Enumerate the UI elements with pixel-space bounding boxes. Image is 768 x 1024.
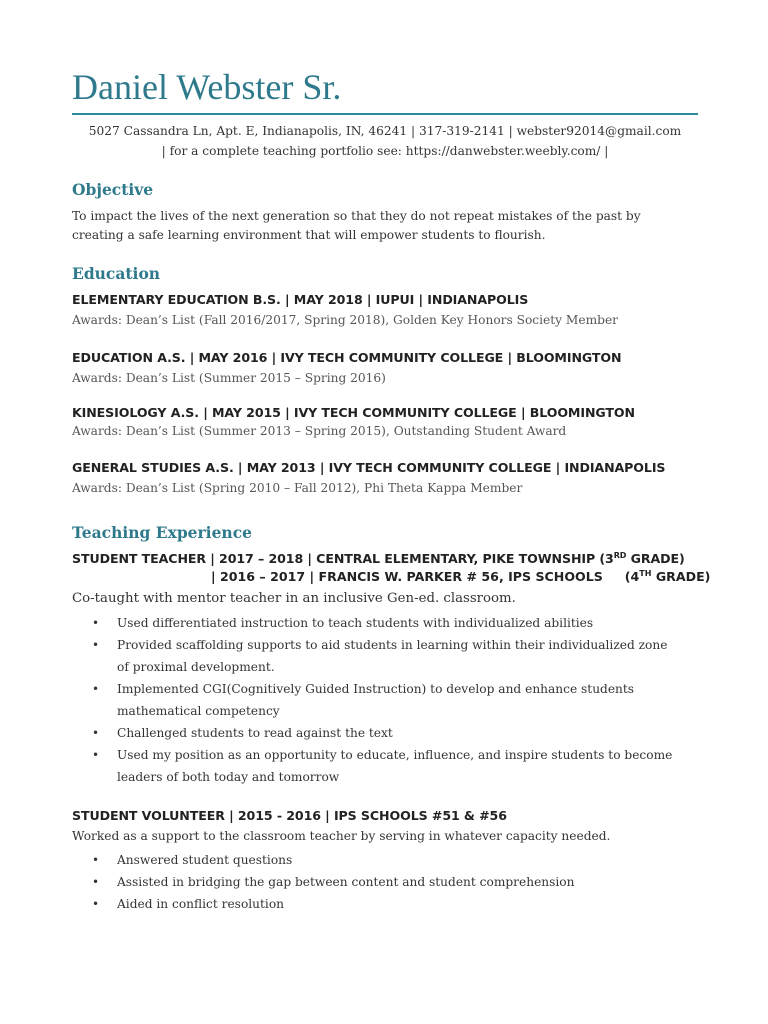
bullet-text: leaders of both today and tomorrow — [117, 770, 340, 784]
objective-text-line-1: To impact the lives of the next generation so that they do not repeat mistakes of the past by — [72, 209, 641, 223]
education-entry-title: GENERAL STUDIES A.S. | MAY 2013 | IVY TECH COMMUNITY COLLEGE | INDIANAPOLIS — [72, 460, 666, 475]
teaching-heading: Teaching Experience — [72, 523, 252, 542]
bullet-text: Aided in conflict resolution — [117, 897, 285, 911]
bullet-text: Implemented CGI(Cognitively Guided Instruction) to develop and enhance students — [117, 682, 635, 696]
list-item — [72, 893, 712, 915]
list-item — [72, 849, 712, 871]
grade-suffix: GRADE) — [651, 569, 711, 584]
grade-superscript: RD — [613, 551, 627, 560]
list-item — [72, 722, 712, 744]
bullet-text: Challenged students to read against the text — [117, 726, 393, 740]
bullet-text: Used differentiated instruction to teach students with individualized abilities — [117, 616, 594, 630]
objective-text-line-2: creating a safe learning environment that will empower students to flourish. — [72, 228, 546, 242]
bullet-text: Used my position as an opportunity to educate, influence, and inspire students to become — [117, 748, 673, 762]
bullet-icon: • — [92, 853, 100, 867]
education-entry-awards: Awards: Dean’s List (Fall 2016/2017, Spring 2018), Golden Key Honors Society Member — [72, 313, 618, 327]
education-heading: Education — [72, 264, 161, 283]
student-teacher-title-text: STUDENT TEACHER | 2017 – 2018 | CENTRAL ELEMENTARY, PIKE TOWNSHIP (3 — [72, 551, 614, 566]
bullet-icon: • — [92, 682, 100, 696]
student-volunteer-title: STUDENT VOLUNTEER | 2015 - 2016 | IPS SCHOOLS #51 & #56 — [72, 808, 507, 823]
list-item — [72, 678, 712, 700]
bullet-icon: • — [92, 897, 100, 911]
header-rule — [72, 113, 698, 115]
list-item-continuation — [72, 700, 712, 722]
education-entry-title: KINESIOLOGY A.S. | MAY 2015 | IVY TECH COMMUNITY COLLEGE | BLOOMINGTON — [72, 405, 635, 420]
list-item — [72, 871, 712, 893]
student-volunteer-bullets — [72, 849, 712, 915]
education-entry-awards: Awards: Dean’s List (Summer 2013 – Spring 2015), Outstanding Student Award — [72, 424, 567, 438]
student-teacher-bullets — [72, 612, 712, 788]
resume-name: Daniel Webster Sr. — [72, 67, 342, 107]
list-item — [72, 612, 712, 634]
portfolio-line: | for a complete teaching portfolio see: https://danwebster.weebly.com/ | — [161, 144, 609, 158]
bullet-text: mathematical competency — [117, 704, 280, 718]
bullet-text: Assisted in bridging the gap between content and student comprehension — [117, 875, 575, 889]
student-teacher-second-placement — [211, 569, 710, 584]
list-item-continuation — [72, 766, 712, 788]
education-entry-title: ELEMENTARY EDUCATION B.S. | MAY 2018 | IUPUI | INDIANAPOLIS — [72, 292, 529, 307]
student-teacher-intro: Co-taught with mentor teacher in an inclusive Gen-ed. classroom. — [72, 591, 516, 606]
bullet-text: Provided scaffolding supports to aid students in learning within their individualized zone — [117, 638, 668, 652]
bullet-icon: • — [92, 875, 100, 889]
bullet-icon: • — [92, 638, 100, 652]
grade-superscript: TH — [639, 569, 652, 578]
bullet-icon: • — [92, 726, 100, 740]
grade-suffix: GRADE) — [626, 551, 685, 566]
list-item-continuation — [72, 656, 712, 678]
bullet-text: of proximal development. — [117, 660, 275, 674]
objective-heading: Objective — [72, 180, 154, 199]
list-item — [72, 634, 712, 656]
second-placement-text: | 2016 – 2017 | FRANCIS W. PARKER # 56, IPS SCHOOLS (4 — [211, 569, 640, 584]
list-item — [72, 744, 712, 766]
student-teacher-title — [72, 551, 685, 566]
education-entry-awards: Awards: Dean’s List (Summer 2015 – Spring 2016) — [72, 371, 386, 385]
bullet-icon: • — [92, 616, 100, 630]
education-entry-title: EDUCATION A.S. | MAY 2016 | IVY TECH COMMUNITY COLLEGE | BLOOMINGTON — [72, 350, 622, 365]
education-entry-awards: Awards: Dean’s List (Spring 2010 – Fall 2012), Phi Theta Kappa Member — [72, 481, 523, 495]
student-volunteer-intro: Worked as a support to the classroom teacher by serving in whatever capacity needed. — [72, 829, 611, 843]
bullet-icon: • — [92, 748, 100, 762]
contact-line: 5027 Cassandra Ln, Apt. E, Indianapolis, IN, 46241 | 317-319-2141 | webster92014@gmail.com — [88, 124, 682, 138]
bullet-text: Answered student questions — [117, 853, 293, 867]
